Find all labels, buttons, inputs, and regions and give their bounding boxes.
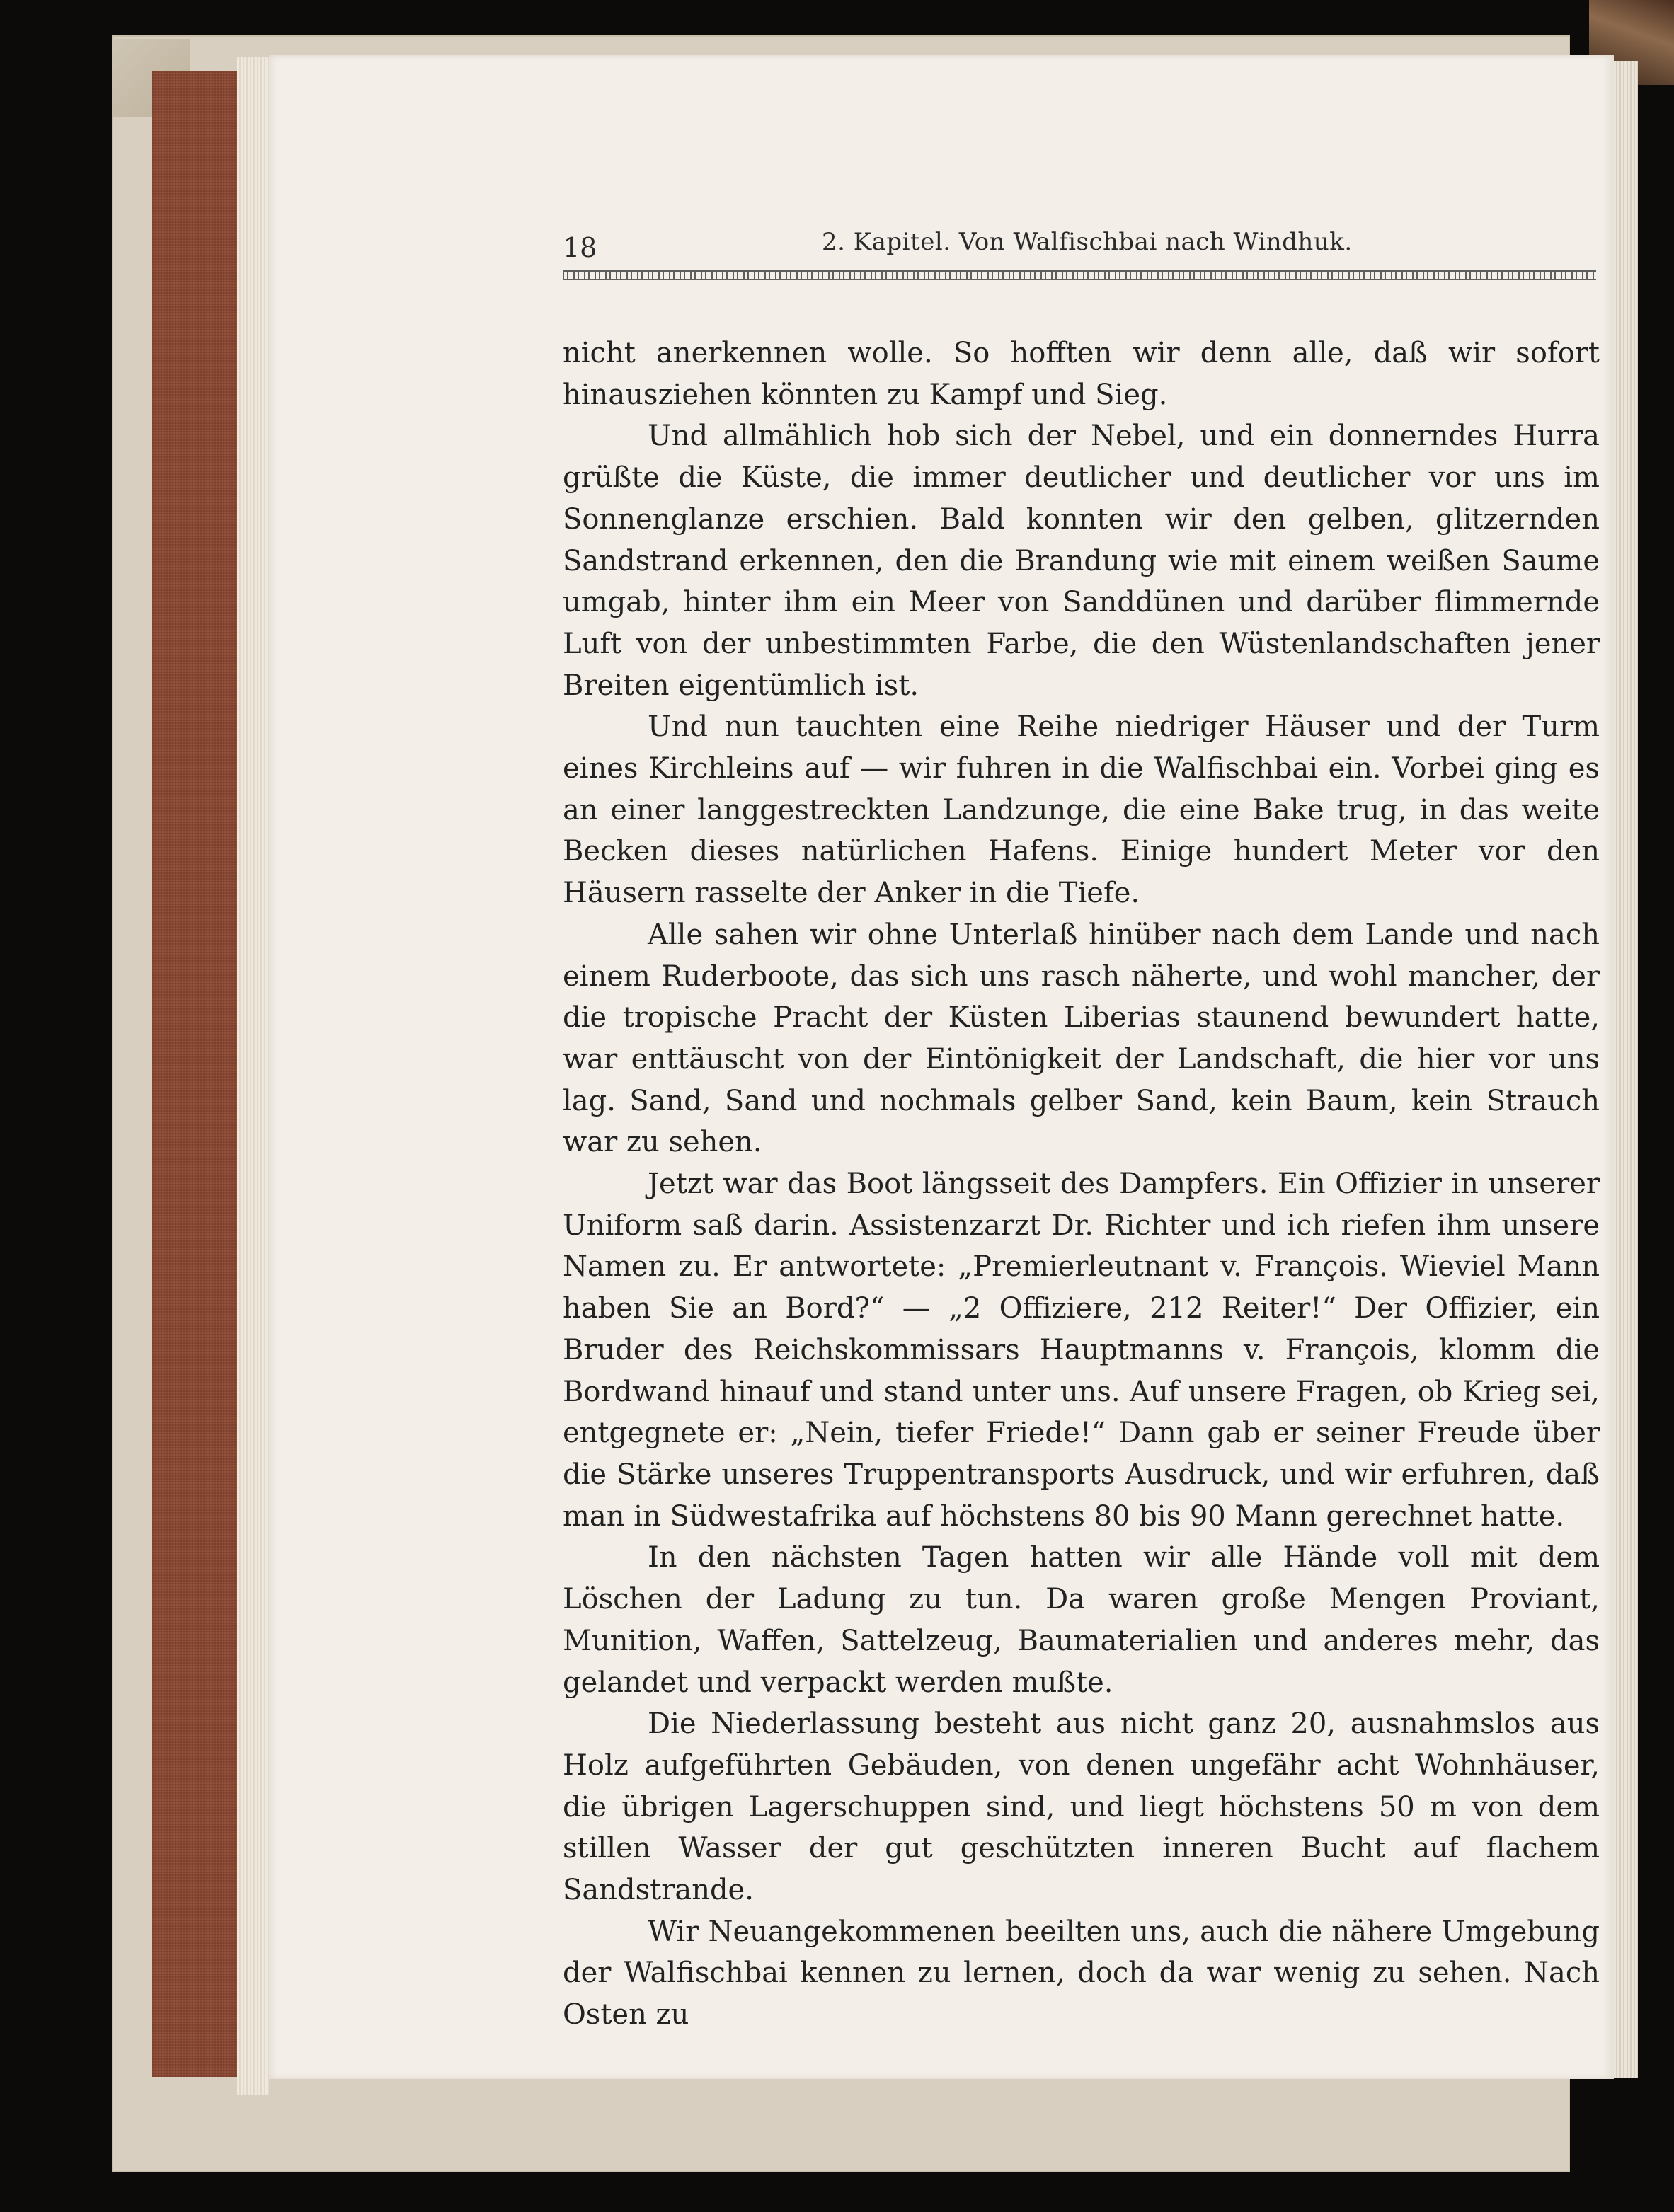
ornamental-rule <box>563 270 1596 280</box>
page-edge-stack-left <box>237 57 269 2095</box>
running-title: 2. Kapitel. Von Walfischbai nach Windhuk. <box>822 228 1353 256</box>
paragraph: In den nächsten Tagen hatten wir alle Hände voll mit dem Löschen der Ladung zu tun. Da waren große Mengen Proviant, Munition, Waffen, Sattelzeug, Baumaterialien und anderes mehr, das gelandet und verpackt werden mußte. <box>563 1541 1600 1699</box>
paragraph: Alle sahen wir ohne Unterlaß hinüber nach dem Lande und nach einem Ruderboote, das sich uns rasch näherte, und wohl mancher, der die tropische Pracht der Küsten Liberias staunend bewundert hatte, war enttäuscht von der Eintönigkeit der Landschaft, die hier vor uns lag. Sand, Sand und nochmals gelber Sand, kein Baum, kein Strauch war zu sehen. <box>563 918 1600 1159</box>
paragraph: Und nun tauchten eine Reihe niedriger Häuser und der Turm eines Kirchleins auf — wir fuhren in die Walfischbai ein. Vorbei ging es an einer langgestreckten Landzunge, die eine Bake trug, in das weite Becken dieses natürlichen Hafens. Einige hundert Meter vor den Häusern rasselte der Anker in die Tiefe. <box>563 710 1600 910</box>
page-edge-stack-right <box>1614 61 1638 2078</box>
body-text <box>563 333 1600 2036</box>
cloth-spine-strip <box>152 71 241 2077</box>
page-header <box>563 224 1596 266</box>
paragraph: nicht anerkennen wolle. So hofften wir denn alle, daß wir sofort hinausziehen könnten zu Kampf und Sieg. <box>563 337 1600 411</box>
paragraph: Jetzt war das Boot längsseit des Dampfers. Ein Offizier in unserer Uniform saß darin. Assistenzarzt Dr. Richter und ich riefen ihm unsere Namen zu. Er antwortete: „Premierleutnant v. François. Wieviel Mann haben Sie an Bord?“ — „2 Offiziere, 212 Reiter!“ Der Offizier, ein Bruder des Reichskommissars Hauptmanns v. François, klomm die Bordwand hinauf und stand unter uns. Auf unsere Fragen, ob Krieg sei, entgegnete er: „Nein, tiefer Friede!“ Dann gab er seiner Freude über die Stärke unseres Truppentransports Ausdruck, und wir erfuhren, daß man in Südwestafrika auf höchstens 80 bis 90 Mann gerechnet hatte. <box>563 1168 1600 1533</box>
page-number: 18 <box>563 232 597 263</box>
paragraph: Und allmählich hob sich der Nebel, und ein donnerndes Hurra grüßte die Küste, die immer deutlicher und deutlicher vor uns im Sonnenglanze erschien. Bald konnten wir den gelben, glitzernden Sandstrand erkennen, den die Brandung wie mit einem weißen Saume umgab, hinter ihm ein Meer von Sanddünen und darüber flimmernde Luft von der unbestimmten Farbe, die den Wüstenlandschaften jener Breiten eigentümlich ist. <box>563 420 1600 702</box>
paragraph: Wir Neuangekommenen beeilten uns, auch die nähere Umgebung der Walfischbai kennen zu lernen, doch da war wenig zu sehen. Nach Osten zu <box>563 1915 1600 2032</box>
paragraph: Die Niederlassung besteht aus nicht ganz 20, ausnahmslos aus Holz aufgeführten Gebäuden, von denen ungefähr acht Wohnhäuser, die übrigen Lagerschuppen sind, und liegt höchstens 50 m von dem stillen Wasser der gut geschützten inneren Bucht auf flachem Sandstrande. <box>563 1707 1600 1907</box>
